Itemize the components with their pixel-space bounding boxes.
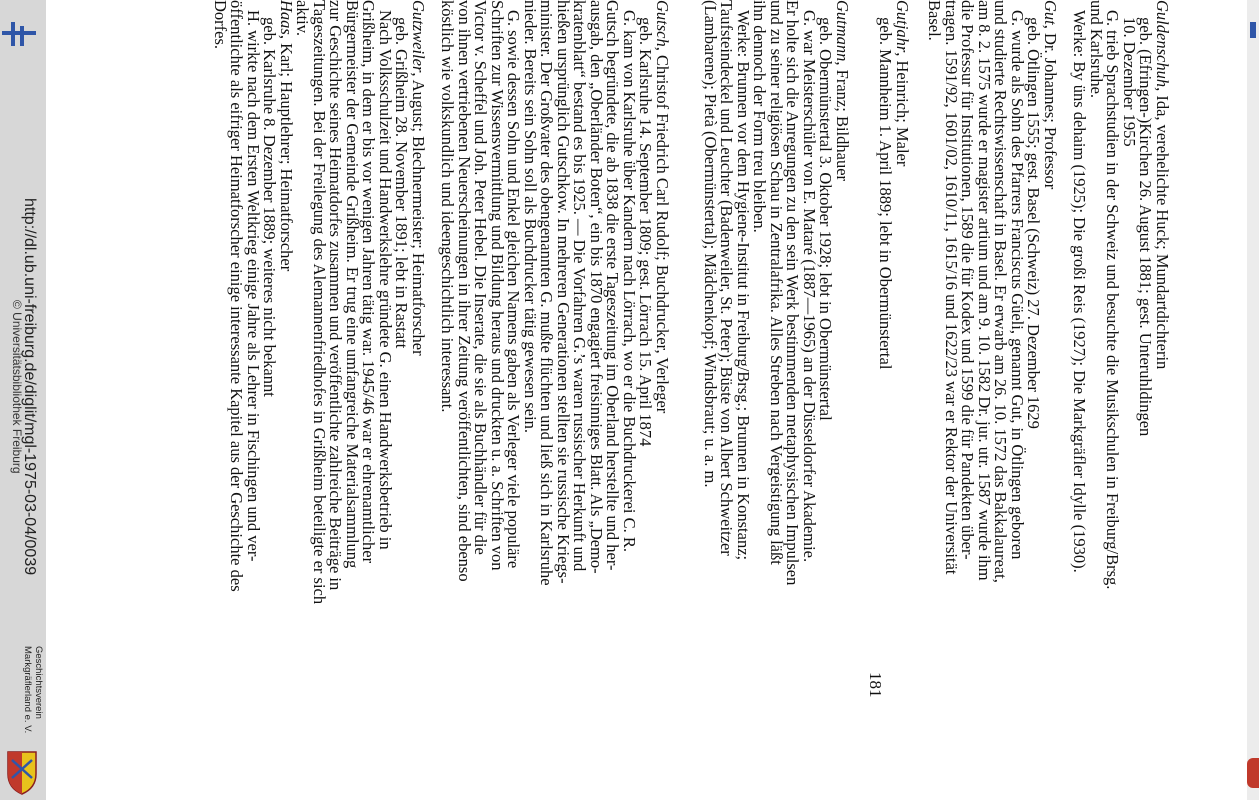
entry-body-line: von ihnen vertriebenen Neuerscheinungen in ihrer Zeitung veröffentlichten, sind ebenso: [455, 0, 474, 582]
entry-body-line: zur Geschichte seines Heimatdorfes zusammen und veröffentlichte zahlreiche Beiträge in: [326, 0, 346, 591]
entry-gutzweiler: [294, 0, 426, 800]
entry-heading: [278, 0, 295, 800]
entry-body-line: und studierte Rechtswissenschaft in Basel. Er erwarb am 26. 10. 1572 das Bakkalaureat,: [991, 0, 1011, 583]
entry-body-line: Er holte sich die Anregungen zu den sein Werk bestimmenden metaphysischen Impulsen: [783, 0, 803, 586]
entry-body-line: G. wurde als Sohn des Pfarrers Franciscus Güeli, genannt Gut, in Ötlingen geboren: [1008, 10, 1027, 560]
entry-body-line: die Professur für Institutionen, 1589 die für Kodex und 1599 die für Pandekten über-: [958, 0, 978, 560]
entry-heading: [654, 0, 671, 800]
entry-bio-line: geb. Grißheim 28. November 1891; lebt in Rastatt: [392, 17, 412, 349]
entry-heading: [410, 0, 427, 800]
entry-body-line: und Karlsruhe.: [1087, 0, 1106, 99]
entry-role: , Karl; Hauptlehrer; Heimatforscher: [277, 34, 296, 272]
edge-mark: [1250, 22, 1256, 38]
entry-body-line: und zu seiner religiösen Schau in Zentralafrika. Alles Streben nach Vergeistigung läßt: [767, 0, 786, 565]
entry-bio-line: geb. Karlsruhe 14. September 1809; gest. Lörrach 15. April 1874: [636, 17, 656, 447]
entry-body-line: öffentlichte als eifriger Heimatforscher einige interessante Kapitel aus der Geschichte des: [227, 0, 247, 592]
entry-bio-line: geb. (Efringen-)Kirchen 26. August 1881; gest. Unteruhldingen: [1136, 17, 1156, 437]
entry-gut: [926, 0, 1058, 800]
page-number: 181: [866, 672, 885, 698]
logo-bar: [20, 26, 24, 46]
entry-role: , Franz; Bildhauer: [833, 61, 852, 182]
entry-body-line: Nach Volksschulzeit und Handwerkslehre gründete G. einen Handwerksbetrieb in: [376, 10, 395, 550]
entry-body-line: am 8. 2. 1575 wurde er magister artium und am 9. 10. 1582 Dr. jur. utr. 1587 wurde ihm: [975, 0, 994, 581]
entry-haas: [212, 0, 295, 800]
entry-name: Haas: [277, 0, 296, 35]
entry-body-line: Basel.: [925, 0, 945, 41]
entry-bio-line: geb. Mannheim 1. April 1889; lebt in Obermünstertal: [876, 17, 896, 370]
publisher-line: Geschichtsverein: [33, 646, 44, 719]
watermark-copyright: © Universitätsbibliothek Freiburg: [10, 300, 24, 474]
entry-body-line: Gutsch begründete, die ab 1838 die erste Tageszeitung im Oberland herstellte und her-: [603, 0, 623, 571]
entry-body-line: minister. Der Großvater des obengenannten G. mußte flüchten und ließ sich in Karlsruhe: [537, 0, 557, 586]
entry-bio-line: 10. Dezember 1955: [1120, 17, 1139, 147]
entry-role: , August; Blechnermeister; Heimatforscher: [409, 72, 428, 356]
entry-body-line: kratenblatt“ bestand es bis 1925. — Die Vorfahren G.’s waren russischer Herkunft und: [570, 0, 590, 572]
entry-body-line: Dorfes.: [211, 0, 230, 50]
entry-body-line: ausgab, den „Oberländer Boten“, ein bis 1870 engagiert freisinniges Blatt. Als „Demo-: [587, 0, 606, 574]
entry-body-line: hießen ursprünglich Gutschkow. In mehreren Generationen stellten sie russische Kriegs-: [554, 0, 573, 584]
entry-body-line: (Lambarene); Pietà (Obermünstertal); Mädchenkopf; Windsbraut; u. a. m.: [701, 0, 720, 488]
edge-crest-icon: [1247, 758, 1259, 788]
entry-name: Guldenschuh: [1153, 0, 1172, 88]
viewer-right-edge: [1247, 0, 1259, 800]
entry-role: , Ida, verehelichte Huck; Mundartdichterin: [1153, 87, 1172, 370]
coat-of-arms-icon: [2, 748, 42, 796]
watermark-url: http://dl.ub.uni-freiburg.de/diglit/mgl-1975-03-04/0039: [21, 198, 38, 576]
library-logo: [2, 22, 36, 50]
entry-body-line: G. kam von Karlsruhe über Kandern nach Lörrach, wo er die Buchdruckerei C. R.: [620, 10, 639, 553]
entry-name: Gutsch: [653, 0, 672, 47]
entry-body-line: H. wirkte nach dem Ersten Weltkrieg einige Jahre als Lehrer in Fischingen und ver-: [244, 10, 263, 562]
entry-body-line: aktiv.: [293, 0, 313, 37]
entry-gutsch: [439, 0, 670, 800]
entry-role: , Dr. Johannes; Professor: [1041, 24, 1060, 190]
entry-body-line: Schriften zur Wissensvermittlung und Bildung heraus und druckten u. a. Schriften von: [488, 0, 507, 571]
entry-body-line: Grißheim, in dem er bis vor wenigen Jahren tätig war. 1945/46 war er ehrenamtlicher: [359, 0, 379, 564]
entry-body-line: G. trieb Sprachstudien in der Schweiz und besuchte die Musikschulen in Freiburg/Brsg.: [1103, 10, 1123, 590]
entry-heading: [834, 0, 851, 800]
entry-guldenschuh: [1071, 0, 1170, 800]
document-page: [170, 0, 1170, 800]
entry-bio-line: geb. Ötlingen 1555; gest. Basel (Schweiz) 27. Dezember 1629: [1024, 17, 1044, 429]
entry-body-line: nieder. Bereits sein Sohn soll als Buchdrucker tätig gewesen sein.: [521, 0, 540, 434]
publisher-label: [22, 646, 44, 733]
entry-body-line: G. war Meisterschüler von E. Mataré (1887—1965) an der Düsseldorfer Akademie.: [800, 10, 819, 563]
entry-heading: [894, 0, 911, 800]
entry-gutmann: [702, 0, 851, 800]
entry-body-line: ihn dennoch der Form treu bleiben.: [750, 0, 770, 233]
entry-body-line: Werke: Brunnen vor dem Hygiene-Institut in Freiburg/Brsg.; Brunnen in Konstanz;: [734, 10, 753, 561]
logo-bar: [11, 22, 15, 46]
entry-role: , Heinrich; Maler: [893, 52, 912, 167]
entry-name: Gutjahr: [893, 0, 912, 53]
publisher-line: Markgräflerland e. V.: [22, 646, 33, 734]
entry-bio-line: geb. Obermünstertal 3. Oktober 1928; lebt in Obermünstertal: [816, 17, 836, 421]
entry-body-line: Tageszeitungen. Bei der Freilegung des Alemannenfriedhofes in Grißheim beteiligte er sich: [310, 0, 329, 605]
entry-body-line: Werke: By üns dehaim (1925); Die großi Reis (1927); Die Markgräfler Idylle (1930).: [1070, 10, 1090, 573]
entry-body-line: köstlich wie volkskundlich und ideengeschichtlich interessant.: [438, 0, 458, 413]
entry-name: Gutzweiler: [409, 0, 428, 73]
entry-body-line: Taufsteindeckel und Leuchter (Badenweiler, St. Peter); Büste von Albert Schweitzer: [717, 0, 737, 556]
logo-bar: [2, 31, 36, 35]
entry-body-line: Victor v. Scheffel und Joh. Peter Hebel. Die Inserate, die sie als Buchhändler für die: [471, 0, 491, 555]
entry-name: Gutmann: [833, 0, 852, 62]
entry-role: , Christof Friedrich Carl Rudolf; Buchdrucker, Verleger: [653, 46, 672, 414]
entry-bio-line: geb. Karlsruhe 8. Dezember 1889; weiteres nicht bekannt: [260, 17, 280, 397]
entry-heading: [1042, 0, 1059, 800]
entry-body-line: tragen. 1591/92, 1601/02, 1610/11, 1615/16 und 1622/23 war er Rektor der Universität: [942, 0, 961, 575]
entry-body-line: G. sowie dessen Sohn und Enkel gleichen Namens gaben als Verleger viele populäre: [504, 10, 524, 569]
entry-name: Gut: [1041, 0, 1060, 25]
entry-heading: [1154, 0, 1171, 800]
entry-body-line: Bürgermeister der Gemeinde Grißheim. Er trug eine umfangreiche Materialsammlung: [343, 0, 362, 569]
